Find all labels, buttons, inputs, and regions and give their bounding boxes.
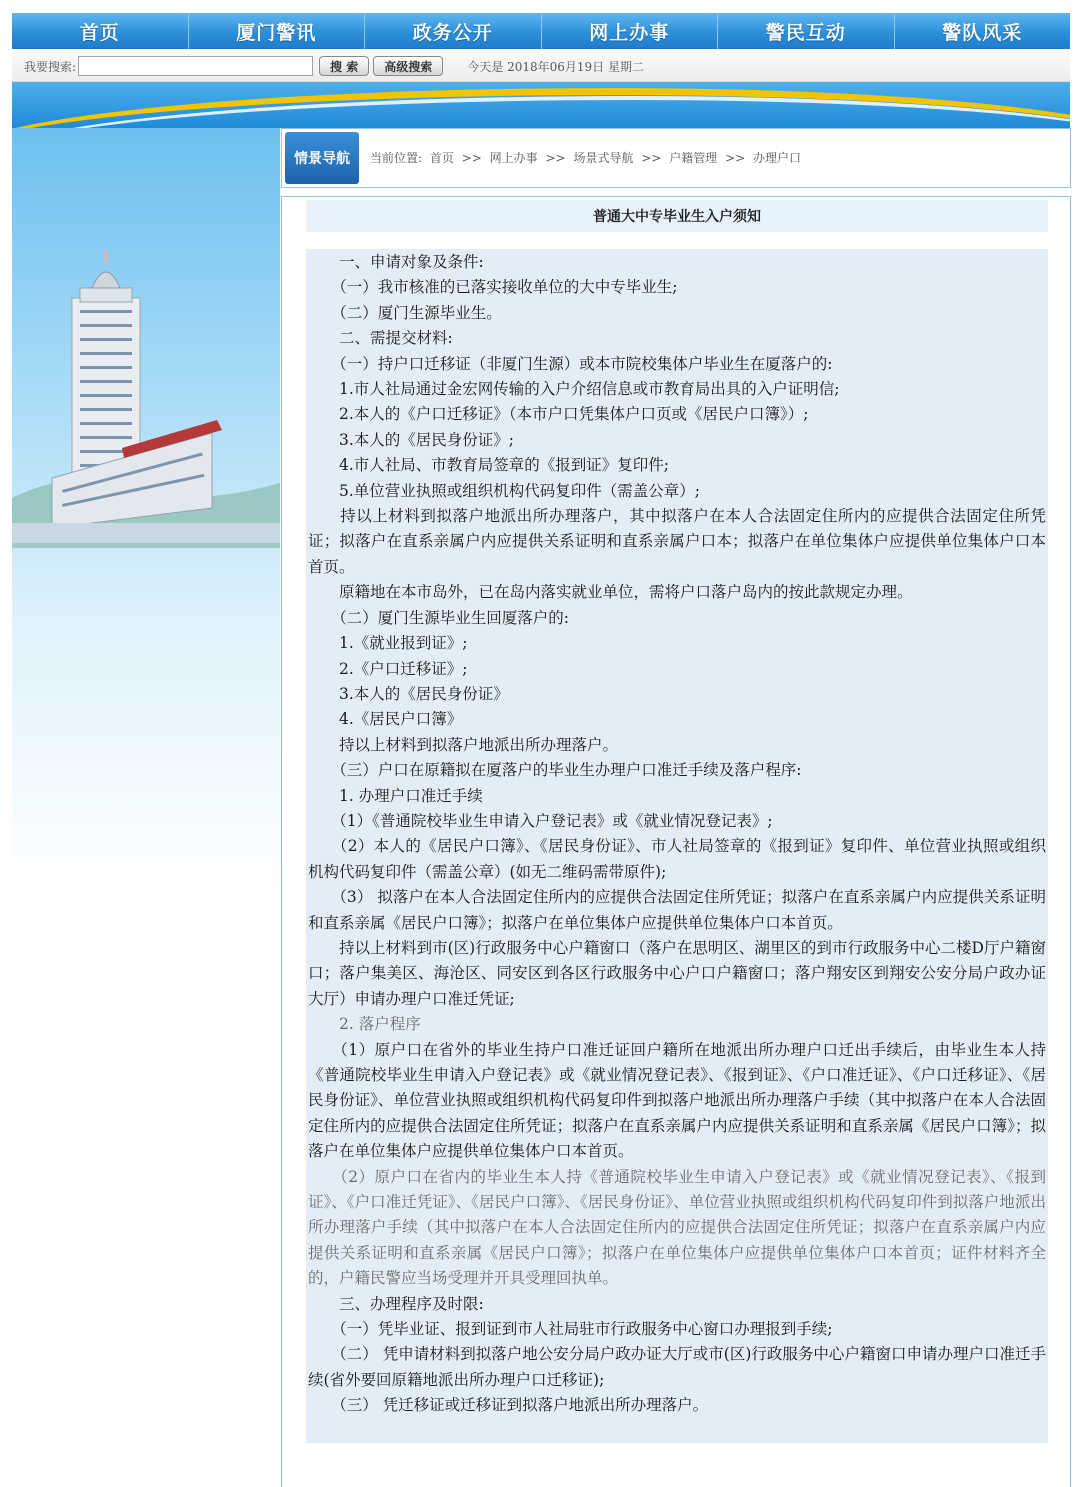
doc-paragraph: （三） 凭迁移证或迁移证到拟落户地派出所办理落户。	[308, 1396, 709, 1415]
nav-police-style[interactable]: 警队风采	[942, 21, 1023, 44]
doc-paragraph: （一）我市核准的已落实接收单位的大中专毕业生;	[308, 278, 678, 297]
breadcrumb-item-home[interactable]: 首页	[429, 151, 454, 165]
breadcrumb-item-current: 办理户口	[753, 151, 802, 165]
doc-paragraph: 二、需提交材料:	[308, 329, 453, 348]
breadcrumb-separator: >>	[725, 151, 746, 165]
doc-paragraph: （1）原户口在省外的毕业生持户口准迁证回户籍所在地派出所办理户口迁出手续后，由毕业生本人持《普通院校毕业生申请入户登记表》或《就业情况登记表》、《报到证》、《户口准迁证》、《户口迁移证》、《居民身份证》、单位营业执照或组织机构代码复印件到拟落户地派出所办理落户手续（其中拟落户在本人合法固定住所内的应提供合法固定住所凭证；拟落户在直系亲属户内应提供关系证明和直系亲属《居民户口簿》；拟落户在单位集体户应提供单位集体户口本首页。	[308, 1040, 1046, 1161]
nav-government-affairs[interactable]: 政务公开	[365, 13, 542, 49]
main-nav	[12, 13, 1070, 49]
doc-paragraph: 1. 办理户口准迁手续	[308, 786, 483, 805]
doc-paragraph: 2.本人的《户口迁移证》（本市户口凭集体户口页或《居民户口簿》）;	[308, 405, 809, 424]
search-label: 我要搜索:	[24, 59, 77, 74]
nav-xiamen-news[interactable]: 厦门警讯	[189, 13, 366, 49]
current-date: 今天是 2018年06月19日 星期二	[467, 59, 644, 74]
nav-home[interactable]: 首页	[12, 13, 189, 49]
doc-paragraph: 2. 落户程序	[308, 1015, 421, 1034]
doc-paragraph: 3.本人的《居民身份证》	[308, 684, 509, 703]
breadcrumb-bar	[281, 128, 1071, 188]
breadcrumb-prefix: 当前位置:	[370, 151, 423, 165]
doc-paragraph: （一）凭毕业证、报到证到市人社局驻市行政服务中心窗口办理报到手续;	[308, 1320, 833, 1339]
breadcrumb-item-online-services[interactable]: 网上办事	[489, 151, 538, 165]
search-bar	[12, 51, 1070, 82]
breadcrumb-separator: >>	[641, 151, 662, 165]
doc-paragraph: （3） 拟落户在本人合法固定住所内的应提供合法固定住所凭证；拟落户在直系亲属户内应提供关系证明和直系亲属《居民户口簿》；拟落户在单位集体户应提供单位集体户口本首页。	[308, 888, 1046, 932]
doc-paragraph: 1.市人社局通过金宏网传输的入户介绍信息或市教育局出具的入户证明信;	[308, 380, 840, 399]
breadcrumb	[370, 149, 805, 166]
doc-paragraph: （2）原户口在省内的毕业生本人持《普通院校毕业生申请入户登记表》或《就业情况登记表》、《报到证》、《户口准迁凭证》、《居民户口簿》、《居民身份证》、单位营业执照或组织机构代码复印件到拟落户地派出所办理落户手续（其中拟落户在本人合法固定住所内的应提供合法固定住所凭证；拟落户在直系亲属户内应提供关系证明和直系亲属《居民户口簿》；拟落户在单位集体户应提供单位集体户口本首页；证件材料齐全的，户籍民警应当场受理并开具受理回执单。	[308, 1167, 1046, 1288]
content-frame	[281, 196, 1071, 1487]
doc-paragraph: 2.《户口迁移证》;	[308, 659, 468, 678]
doc-paragraph: （1）《普通院校毕业生申请入户登记表》或《就业情况登记表》;	[308, 811, 773, 830]
breadcrumb-separator: >>	[545, 151, 566, 165]
document-body	[306, 249, 1048, 1443]
doc-paragraph: 5.单位营业执照或组织机构代码复印件（需盖公章）;	[308, 481, 701, 500]
doc-paragraph: 原籍地在本市岛外，已在岛内落实就业单位，需将户口落户岛内的按此款规定办理。	[308, 583, 913, 602]
police-building-image	[12, 128, 280, 888]
doc-paragraph: 4.《居民户口簿》	[308, 710, 463, 729]
header-banner	[12, 82, 1070, 128]
doc-paragraph: 持以上材料到市(区)行政服务中心户籍窗口（落户在思明区、湖里区的到市行政服务中心二楼D厅户籍窗口；落户集美区、海沧区、同安区到各区行政服务中心户口户籍窗口；落户翔安区到翔安公安分局户政办证大厅）申请办理户口准迁凭证;	[308, 938, 1046, 1008]
doc-paragraph: 1.《就业报到证》;	[308, 634, 468, 653]
breadcrumb-separator: >>	[461, 151, 482, 165]
doc-paragraph: 持以上材料到拟落户地派出所办理落户。	[308, 735, 619, 754]
breadcrumb-item-scene-guide[interactable]: 场景式导航	[573, 151, 634, 165]
doc-paragraph: （二） 凭申请材料到拟落户地公安分局户政办证大厅或市(区)行政服务中心户籍窗口申请办理户口准迁手续(省外要回原籍地派出所办理户口迁移证);	[308, 1345, 1046, 1389]
doc-paragraph: 3.本人的《居民身份证》;	[308, 430, 515, 449]
doc-paragraph: （二）厦门生源毕业生。	[308, 303, 502, 322]
doc-paragraph: 一、申请对象及条件:	[308, 253, 484, 271]
document-title: 普通大中专毕业生入户须知	[306, 200, 1048, 232]
search-input[interactable]	[78, 56, 313, 76]
breadcrumb-item-household-management[interactable]: 户籍管理	[669, 151, 718, 165]
nav-police-interaction[interactable]: 警民互动	[718, 13, 895, 49]
doc-paragraph: （二）厦门生源毕业生回厦落户的:	[308, 608, 569, 627]
doc-paragraph: （一）持户口迁移证（非厦门生源）或本市院校集体户毕业生在厦落户的:	[308, 354, 833, 373]
doc-paragraph: 三、办理程序及时限:	[308, 1294, 484, 1313]
doc-paragraph: 4.市人社局、市教育局签章的《报到证》复印件;	[308, 456, 670, 475]
search-button[interactable]: 搜 索	[319, 56, 369, 76]
left-decoration-panel	[12, 128, 280, 888]
nav-online-services[interactable]: 网上办事	[542, 13, 719, 49]
advanced-search-button[interactable]: 高级搜索	[373, 56, 443, 76]
doc-paragraph: （三）户口在原籍拟在厦落户的毕业生办理户口准迁手续及落户程序:	[308, 761, 802, 780]
scene-guide-icon: 情景导航	[285, 132, 359, 184]
doc-paragraph: 持以上材料到拟落户地派出所办理落户，其中拟落户在本人合法固定住所内的应提供合法固定住所凭证；拟落户在直系亲属户内应提供关系证明和直系亲属户口本；拟落户在单位集体户应提供单位集体户口本首页。	[308, 507, 1046, 576]
doc-paragraph: （2）本人的《居民户口簿》、《居民身份证》、市人社局签章的《报到证》复印件、单位营业执照或组织机构代码复印件（需盖公章）(如无二维码需带原件);	[308, 837, 1046, 881]
